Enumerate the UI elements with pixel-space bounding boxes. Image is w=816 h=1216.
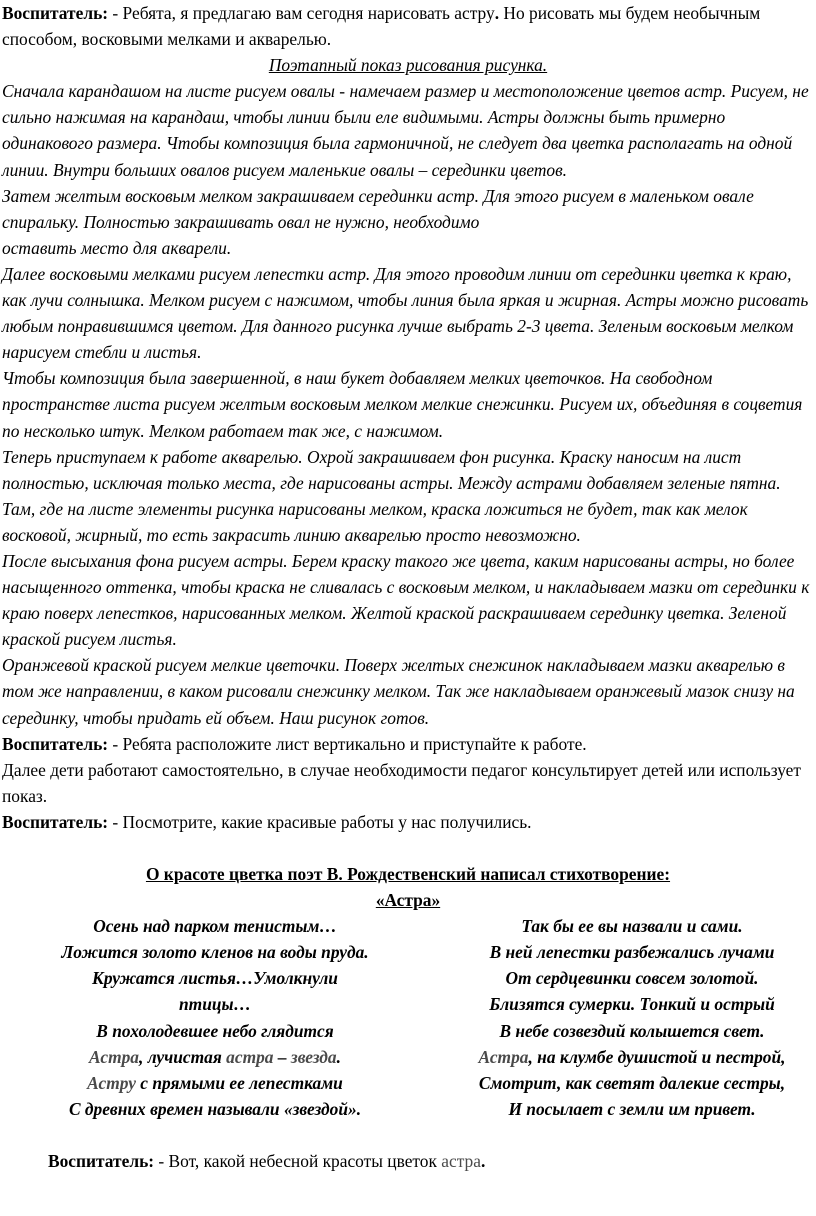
poem-line: птицы… bbox=[179, 994, 251, 1015]
intro-dot: . bbox=[494, 3, 500, 23]
aster-word: астра bbox=[226, 1046, 274, 1067]
instruction-paragraph: После высыхания фона рисуем астры. Берем краску такого же цвета, каким нарисованы астры, но более насыщенного оттенка, чтобы краска не сливалась с восковым мелком, и накладываем мазки от серединки к краю поверх лепестков, нарисованных мелком. Желтой краской раскрашиваем серединку цветка. Зеленой краской рисуем листья. bbox=[2, 550, 810, 650]
aster-word: Астра bbox=[478, 1046, 529, 1067]
dialogue-line bbox=[2, 757, 814, 809]
star-word: звезда bbox=[290, 1046, 337, 1067]
poem-line: В похолодевшее небо глядится bbox=[96, 1020, 334, 1041]
dialogue-text: Далее дети работают самостоятельно, в случае необходимости педагог консультирует детей или использует показ. bbox=[2, 759, 801, 806]
poem-line: С древних времен называли «звездой». bbox=[68, 1098, 362, 1119]
dialogue-line bbox=[2, 731, 814, 757]
intro-text-2: Но рисовать мы будем необычным способом, восковыми мелками и акварелью. bbox=[2, 3, 761, 50]
poem-line: Ложится золото кленов на воды пруда. bbox=[61, 942, 369, 963]
aster-word: астра bbox=[441, 1150, 481, 1171]
poem-fragment: , на клумбе душистой и пестрой, bbox=[528, 1046, 786, 1067]
instruction-paragraph: Затем желтым восковым мелком закрашиваем серединки астр. Для этого рисуем в маленьком овале спиральку. Полностью закрашивать овал не нужно, необходимо bbox=[2, 185, 754, 232]
poem-column-left bbox=[0, 913, 440, 1122]
instruction-paragraph: Далее восковыми мелками рисуем лепестки астр. Для этого проводим линии от серединки цветка к краю, как лучи солнышка. Мелком рисуем с нажимом, чтобы линия была яркая и жирная. Астры можно рисовать любым понравившимся цветом. Для данного рисунка лучше выбрать 2-3 цвета. Зеленым восковым мелком нарисуем стебли и листья. bbox=[2, 263, 809, 363]
instruction-paragraph: Чтобы композиция была завершенной, в наш букет добавляем мелких цветочков. На свободном пространстве листа рисуем желтым восковым мелком мелкие снежинки. Рисуем их, объединяя в соцветия по несколько штук. Мелком работаем так же, с нажимом. bbox=[2, 368, 803, 441]
poem-fragment: , лучистая bbox=[139, 1046, 227, 1067]
poem-heading bbox=[2, 861, 814, 913]
poem-line bbox=[0, 1044, 440, 1070]
speaker-label: Воспитатель: bbox=[2, 3, 109, 23]
poem-line: Смотрит, как светят далекие сестры, bbox=[478, 1072, 786, 1093]
poem-line: От сердцевинки совсем золотой. bbox=[505, 968, 759, 989]
poem-line: Кружатся листья…Умолкнули bbox=[92, 968, 338, 989]
poem-line: В ней лепестки разбежались лучами bbox=[489, 942, 775, 963]
instruction-paragraph: Сначала карандашом на листе рисуем овалы - намечаем размер и местоположение цветов астр. Рисуем, не сильно нажимая на карандаш, чтобы линии были еле видимыми. Астры должны быть примерно одинакового размера. Чтобы композиция была гармоничной, не следует два цветка располагать на одной линии. Внутри больших овалов рисуем маленькие овалы – серединки цветов. bbox=[2, 81, 809, 180]
poem-line bbox=[442, 1044, 816, 1070]
speaker-label: Воспитатель: bbox=[2, 811, 109, 832]
speaker-label: Воспитатель: bbox=[48, 1150, 155, 1171]
poem-heading-line: О красоте цветка поэт В. Рождественский написал стихотворение: bbox=[145, 864, 671, 884]
document bbox=[2, 0, 814, 1174]
poem-line: Так бы ее вы назвали и сами. bbox=[521, 916, 743, 937]
poem-line bbox=[0, 1070, 440, 1096]
aster-word: Астра bbox=[89, 1046, 139, 1067]
poem-title: «Астра» bbox=[375, 890, 441, 911]
closing-line bbox=[2, 1148, 814, 1174]
instructions bbox=[2, 78, 814, 730]
poem-line: Осень над парком тенистым… bbox=[93, 916, 337, 937]
poem-column-right bbox=[442, 913, 816, 1122]
dialogue-line bbox=[2, 809, 814, 835]
speaker-label: Воспитатель: bbox=[2, 733, 109, 754]
dialogue-text: - Посмотрите, какие красивые работы у нас получились. bbox=[108, 811, 532, 832]
instruction-paragraph: оставить место для акварели. bbox=[2, 237, 232, 258]
poem-fragment: с прямыми ее лепестками bbox=[135, 1072, 343, 1093]
instruction-paragraph: Теперь приступаем к работе акварелью. Охрой закрашиваем фон рисунка. Краску наносим на лист полностью, исключая только места, где нарисованы астры. Между астрами добавляем зеленые пятна. Там, где на листе элементы рисунка нарисованы мелком, краска ложиться не будет, так как мелок восковой, жирный, то есть закрасить линию акварелью просто невозможно. bbox=[2, 446, 781, 545]
closing-dot: . bbox=[480, 1150, 486, 1171]
poem-fragment: – bbox=[273, 1046, 291, 1067]
instruction-paragraph: Оранжевой краской рисуем мелкие цветочки. Поверх желтых снежинок накладываем мазки акварелью в том же направлении, в каком рисовали снежинку мелком. Так же накладываем оранжевый мазок снизу на серединку, чтобы придать ей объем. Наш рисунок готов. bbox=[2, 655, 795, 728]
closing-text: - Вот, какой небесной красоты цветок bbox=[154, 1150, 442, 1171]
poem-fragment: . bbox=[336, 1046, 341, 1067]
aster-word: Астру bbox=[87, 1072, 136, 1093]
poem-line: И посылает с земли им привет. bbox=[508, 1098, 756, 1119]
poem-line: В небе созвездий колышется свет. bbox=[499, 1020, 765, 1041]
dialogue-text: - Ребята расположите лист вертикально и приступайте к работе. bbox=[108, 733, 587, 754]
poem bbox=[2, 913, 814, 1122]
intro-paragraph bbox=[2, 0, 814, 52]
section-heading: Поэтапный показ рисования рисунка. bbox=[268, 55, 548, 76]
intro-text: - Ребята, я предлагаю вам сегодня нарисовать астру bbox=[108, 3, 495, 23]
poem-line: Близятся сумерки. Тонкий и острый bbox=[489, 994, 775, 1015]
